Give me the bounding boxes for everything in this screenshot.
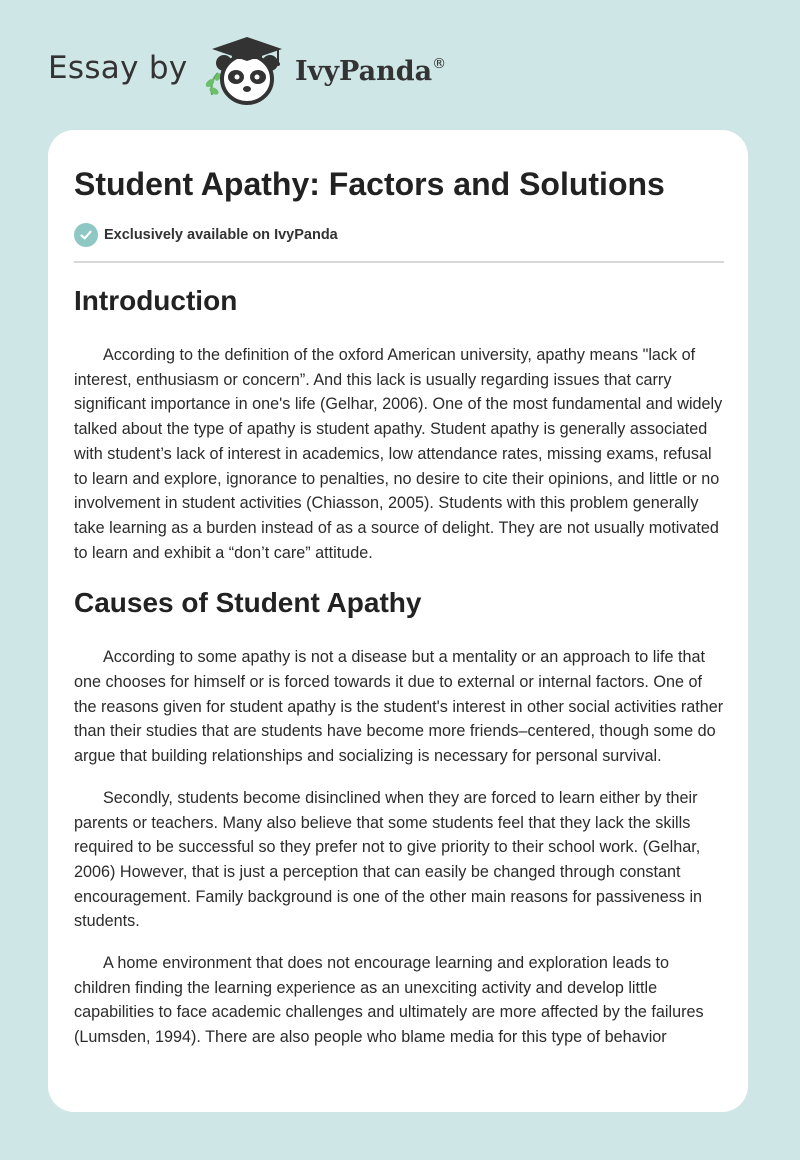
paragraph: According to some apathy is not a disease but a mentality or an approach to life that one chooses for himself or is forced towards it due to external or internal factors. One of the reasons given for student apathy is the student's interest in other social activities rather than their studies that are students have become more friends–centered, though some do argue that building relationships and socializing is necessary for personal survival. [74,648,724,766]
section-heading-causes: Causes of Student Apathy [74,587,422,619]
registered-mark: ® [432,56,447,72]
check-icon [74,223,98,247]
brand-name[interactable] [295,56,446,87]
essay-content [74,280,726,1050]
paragraph: According to the definition of the oxford American university, apathy means "lack of interest, enthusiasm or concern”. And this lack is usually regarding issues that carry significant importance in one's life (Gelhar, 2006). One of the most fundamental and widely talked about the type of apathy is student apathy. Student apathy is generally associated with student’s lack of interest in academics, low attendance rates, missing exams, refusal to learn and explore, ignorance to penalties, no desire to cite their opinions, and little or no involvement in student activities (Chiasson, 2005). Students with this problem generally take learning as a burden instead of as a source of delight. They are not usually motivated to learn and exhibit a “don’t care” attitude. [74,346,723,562]
page-title: Student Apathy: Factors and Solutions [74,166,665,202]
exclusive-badge [74,222,338,248]
essay-by-label: Essay by [48,50,188,86]
badge-text: Exclusively available on IvyPanda [104,227,338,243]
panda-graduate-logo-icon[interactable] [200,33,292,109]
paragraph: Secondly, students become disinclined when they are forced to learn either by their parents or teachers. Many also believe that some students feel that they lack the skills required to be successful so they prefer not to give priority to their school work. (Gelhar, 2006) However, that is just a perception that can easily be changed through constant encouragement. Family background is one of the other main reasons for passiveness in students. [74,788,703,931]
divider [74,261,724,263]
essay-card [48,130,748,1112]
brand-text: IvyPanda [295,56,433,87]
paragraph: A home environment that does not encourage learning and exploration leads to children finding the learning experience as an unexciting activity and develop little capabilities to face academic challenges and ultimately are more affected by the failures (Lumsden, 1994). There are also people who blame media for this type of behavior [74,954,704,1047]
section-heading-introduction: Introduction [74,285,238,316]
site-header [0,0,800,130]
